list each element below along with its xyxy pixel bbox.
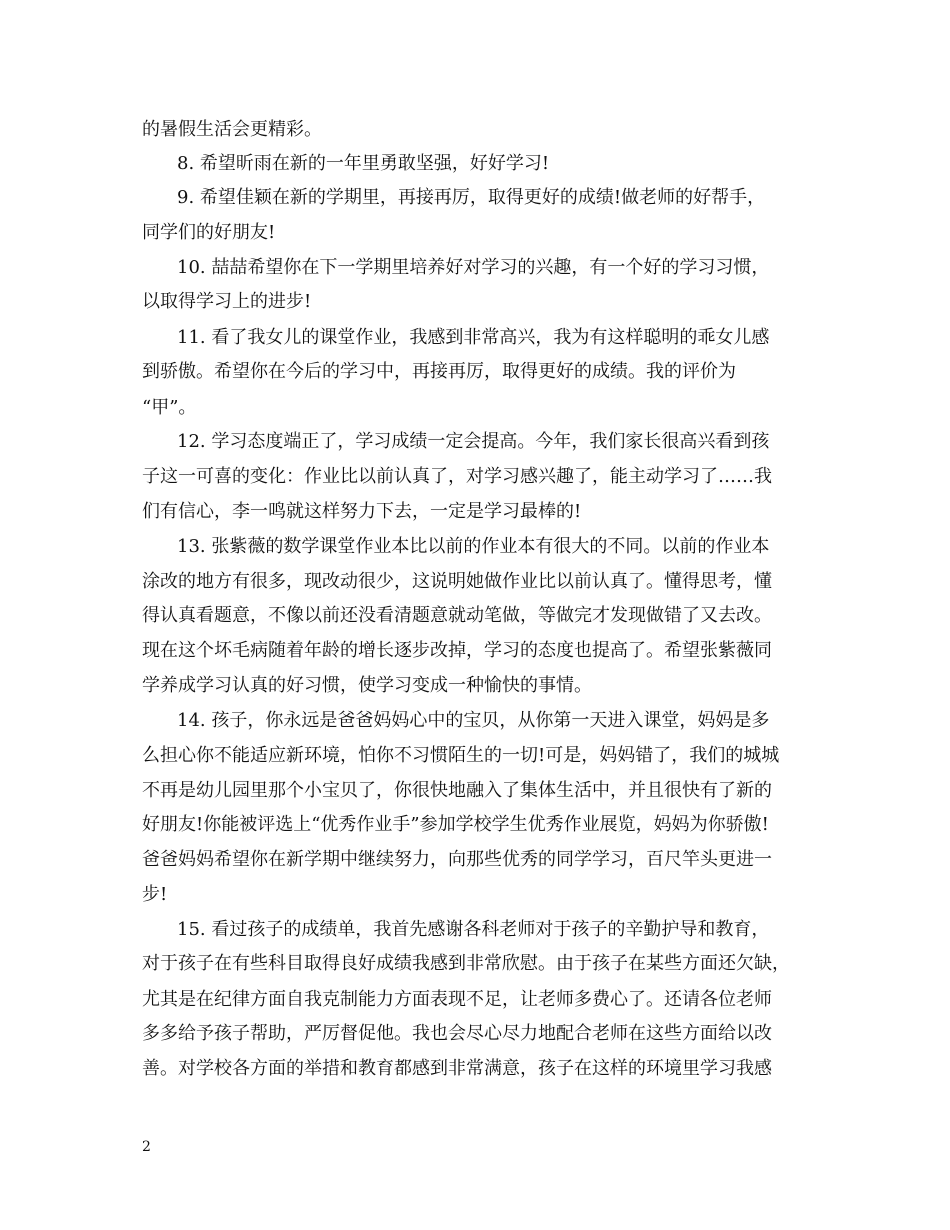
text-line: 的暑假生活会更精彩。 — [142, 119, 322, 140]
text-line: “甲”。 — [142, 397, 197, 418]
text-line: 多多给予孩子帮助，严厉督促他。我也会尽心尽力地配合老师在这些方面给以改 — [142, 1023, 772, 1044]
text-line: 11. 看了我女儿的课堂作业，我感到非常高兴，我为有这样聪明的乖女儿感 — [177, 327, 770, 348]
text-line: 学养成学习认真的好习惯，使学习变成一种愉快的事情。 — [142, 675, 592, 696]
text-line: 们有信心，李一鸣就这样努力下去，一定是学习最棒的! — [142, 501, 582, 522]
text-line: 善。对学校各方面的举措和教育都感到非常满意，孩子在这样的环境里学习我感 — [142, 1058, 772, 1079]
text-line: 得认真看题意，不像以前还没看清题意就动笔做，等做完才发现做错了又去改。 — [142, 605, 772, 626]
text-line: 14. 孩子，你永远是爸爸妈妈心中的宝贝，从你第一天进入课堂，妈妈是多 — [177, 710, 770, 731]
text-line: 15. 看过孩子的成绩单，我首先感谢各科老师对于孩子的辛勤护导和教育， — [177, 919, 770, 940]
text-line: 子这一可喜的变化：作业比以前认真了，对学习感兴趣了，能主动学习了……我 — [142, 466, 772, 487]
text-line: 么担心你不能适应新环境，怕你不习惯陌生的一切!可是，妈妈错了，我们的城城 — [142, 745, 780, 766]
text-line: 同学们的好朋友! — [142, 222, 276, 243]
text-line: 爸爸妈妈希望你在新学期中继续努力，向那些优秀的同学学习，百尺竿头更进一 — [142, 849, 772, 870]
text-line: 涂改的地方有很多，现改动很少，这说明她做作业比以前认真了。懂得思考，懂 — [142, 571, 772, 592]
text-line: 尤其是在纪律方面自我克制能力方面表现不足，让老师多费心了。还请各位老师 — [142, 989, 772, 1010]
page-number: 2 — [142, 1139, 151, 1155]
text-line: 不再是幼儿园里那个小宝贝了，你很快地融入了集体生活中，并且很快有了新的 — [142, 780, 772, 801]
text-line: 12. 学习态度端正了，学习成绩一定会提高。今年，我们家长很高兴看到孩 — [177, 431, 770, 452]
text-line: 对于孩子在有些科目取得良好成绩我感到非常欣慰。由于孩子在某些方面还欠缺， — [142, 953, 790, 974]
text-line: 9. 希望佳颖在新的学期里，再接再厉，取得更好的成绩!做老师的好帮手， — [177, 187, 766, 208]
text-line: 10. 喆喆希望你在下一学期里培养好对学习的兴趣，有一个好的学习习惯， — [177, 257, 770, 278]
text-line: 以取得学习上的进步! — [142, 291, 312, 312]
text-line: 8. 希望昕雨在新的一年里勇敢坚强，好好学习! — [177, 153, 550, 174]
text-line: 现在这个坏毛病随着年龄的增长逐步改掉，学习的态度也提高了。希望张紫薇同 — [142, 640, 772, 661]
text-line: 13. 张紫薇的数学课堂作业本比以前的作业本有很大的不同。以前的作业本 — [177, 536, 770, 557]
text-line: 到骄傲。希望你在今后的学习中，再接再厉，取得更好的成绩。我的评价为 — [142, 361, 736, 382]
text-line: 好朋友!你能被评选上“优秀作业手”参加学校学生优秀作业展览，妈妈为你骄傲! — [142, 814, 769, 835]
text-line: 步! — [142, 884, 168, 905]
